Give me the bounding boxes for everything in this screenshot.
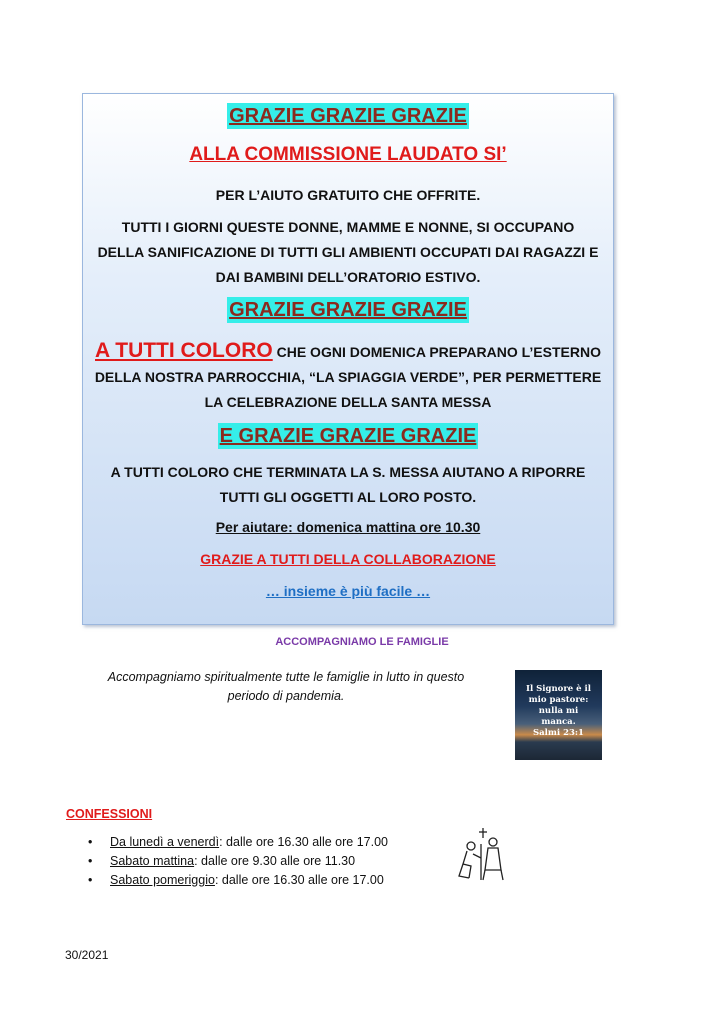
paragraph-tutti-coloro: A TUTTI COLORO CHE OGNI DOMENICA PREPARANO L’ESTERNO DELLA NOSTRA PARROCCHIA, “LA SPIAGGIA VERDE”, PER PERMETTERE LA CELEBRAZIONE DELLA SANTA MESSA bbox=[94, 339, 602, 410]
paragraph-sanificazione: TUTTI I GIORNI QUESTE DONNE, MAMME E NONNE, SI OCCUPANO DELLA SANIFICAZIONE DI TUTTI GLI AMBIENTI OCCUPATI DAI RAGAZZI E DAI BAMBINI DELL’ORATORIO ESTIVO. bbox=[97, 219, 599, 285]
emphasis-tutti-coloro: A TUTTI COLORO bbox=[95, 339, 273, 362]
list-item: • Sabato mattina: dalle ore 9.30 alle ore 11.30 bbox=[88, 852, 388, 871]
confessions-list bbox=[88, 833, 388, 890]
heading-grazie-2: GRAZIE GRAZIE GRAZIE bbox=[229, 299, 467, 321]
psalm-image: Il Signore è il mio pastore: nulla mi manca. Salmi 23:1 bbox=[515, 670, 602, 760]
bullet-icon: • bbox=[88, 854, 93, 868]
accompany-text: Accompagniamo spiritualmente tutte le famiglie in lutto in questo periodo di pandemia. bbox=[107, 670, 465, 703]
paragraph-riporre: A TUTTI COLORO CHE TERMINATA LA S. MESSA AIUTANO A RIPORRE TUTTI GLI OGGETTI AL LORO POSTO. bbox=[110, 464, 586, 505]
paragraph-aiuto: PER L’AIUTO GRATUITO CHE OFFRITE. bbox=[215, 187, 481, 203]
list-item: • Da lunedì a venerdì: dalle ore 16.30 alle ore 17.00 bbox=[88, 833, 388, 852]
list-item: • Sabato pomeriggio: dalle ore 16.30 alle ore 17.00 bbox=[88, 871, 388, 890]
help-line: Per aiutare: domenica mattina ore 10.30 bbox=[215, 519, 481, 535]
issue-number: 30/2021 bbox=[65, 948, 109, 962]
accompany-title: ACCOMPAGNIAMO LE FAMIGLIE bbox=[275, 636, 449, 648]
collaboration-line: GRAZIE A TUTTI DELLA COLLABORAZIONE bbox=[200, 551, 496, 567]
bullet-icon: • bbox=[88, 835, 93, 849]
confessions-title: CONFESSIONI bbox=[66, 807, 153, 821]
heading-grazie-3: E GRAZIE GRAZIE GRAZIE bbox=[219, 425, 477, 447]
heading-grazie-1: GRAZIE GRAZIE GRAZIE bbox=[229, 105, 467, 127]
together-line: … insieme è più facile … bbox=[265, 583, 431, 599]
confession-illustration-icon bbox=[455, 826, 513, 882]
thanks-box bbox=[82, 93, 614, 625]
bullet-icon: • bbox=[88, 873, 93, 887]
heading-commissione: ALLA COMMISSIONE LAUDATO SI’ bbox=[189, 144, 507, 165]
